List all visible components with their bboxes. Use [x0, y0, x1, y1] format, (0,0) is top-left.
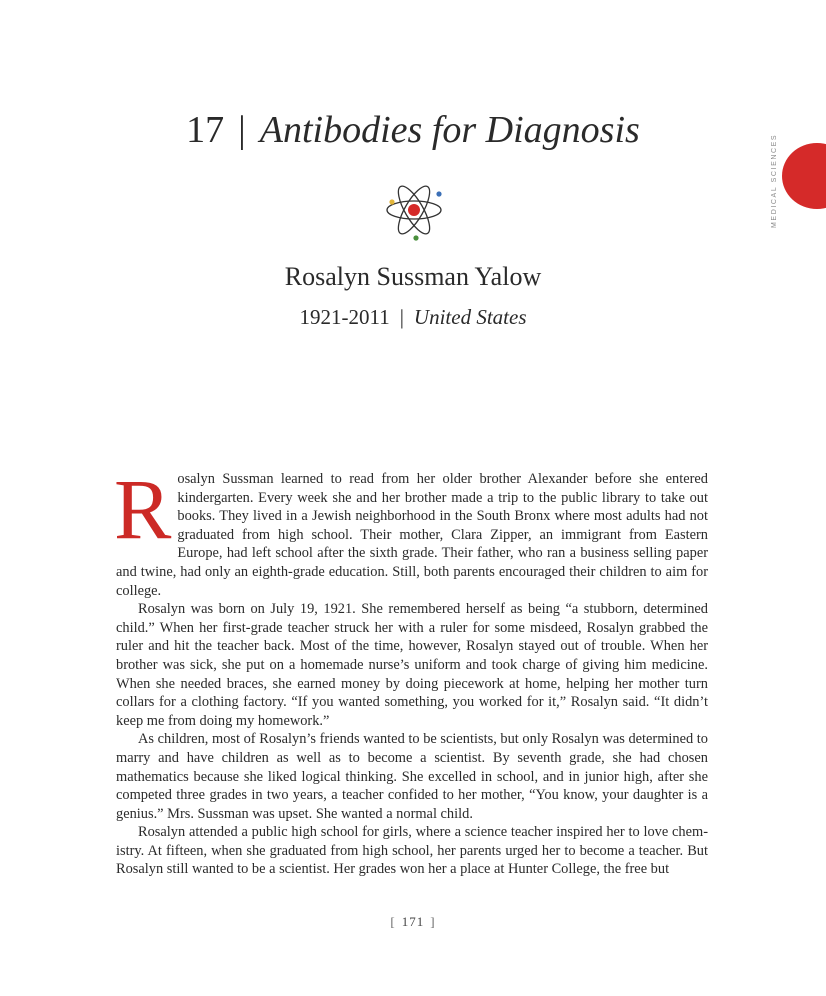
paragraph-1-text: osalyn Sussman learned to read from her older brother Alexander before she entered kindergarten. Every week she and her brother made a trip to the public library to take out books. They lived in a Jewish neighborhood in the South Bronx where most adults had not graduated from high school. Their mother, Clara Zipper, an immigrant from Eastern Europe, had left school after the sixth grade. Their father, who ran a business selling paper and twine, had only an eighth-grade education. Still, both parents encouraged their children to aim for college.	[116, 471, 708, 599]
electron-blue-dot	[436, 191, 441, 196]
electron-yellow-dot	[389, 199, 394, 204]
body-text	[114, 461, 708, 879]
folio-open-bracket: [	[390, 914, 396, 929]
chapter-name: Antibodies for Diagnosis	[259, 109, 640, 151]
chapter-title	[0, 108, 826, 152]
folio-page: 171	[401, 914, 425, 929]
dates-separator: |	[399, 305, 404, 329]
paragraph-3: As children, most of Rosalyn’s friends wanted to be scientists, but only Rosalyn was determined to marry and have children as well as to become a scientist. By seventh grade, she had chosen mathematics because she liked logical thinking. She excelled in school, and in junior high, after she competed three grades in two years, a teacher confided to her mother, “You know, your daughter is a genius.” Mrs. Sussman was upset. She wanted a normal child.	[116, 731, 708, 822]
electron-green-dot	[413, 235, 418, 240]
paragraph-2: Rosalyn was born on July 19, 1921. She remembered herself as being “a stubborn, determined child.” When her first-grade teacher struck her with a ruler for some misdeed, Rosalyn grabbed the ruler and hit the teacher back. Most of the time, however, Rosalyn stayed out of trouble. When her brother was sick, she put on a homemade nurse’s uniform and took charge of giving him medicine. When she needed braces, she earned money by doing piecework at home, helping her mother turn collars for a clothing factory. “If you wanted something, you worked for it,” Rosalyn said. “It didn’t keep me from doing my homework.”	[116, 601, 708, 729]
section-side-label	[767, 128, 781, 228]
person-name: Rosalyn Sussman Yalow	[284, 262, 542, 291]
nucleus-dot	[408, 204, 420, 216]
page-number	[0, 914, 826, 930]
country: United States	[413, 305, 527, 329]
drop-cap: R	[114, 461, 172, 557]
life-years: 1921-2011	[299, 305, 390, 329]
paragraph-4: Rosalyn attended a public high school for girls, where a science teacher inspired her to love chem-istry. At fifteen, when she graduated from high school, her parents urged her to become a teacher. But Rosalyn still wanted to be a scientist. Her grades won her a place at Hunter College, the free but	[116, 824, 708, 878]
section-label-text: MEDICAL SCIENCES	[771, 133, 778, 228]
person-dates-line	[0, 305, 826, 330]
folio-close-bracket: ]	[430, 914, 436, 929]
section-thumb-tab	[782, 143, 826, 209]
chapter-separator: |	[238, 109, 246, 151]
paragraph-1	[114, 461, 708, 600]
atom-icon	[384, 178, 444, 242]
chapter-number: 17	[186, 109, 225, 151]
